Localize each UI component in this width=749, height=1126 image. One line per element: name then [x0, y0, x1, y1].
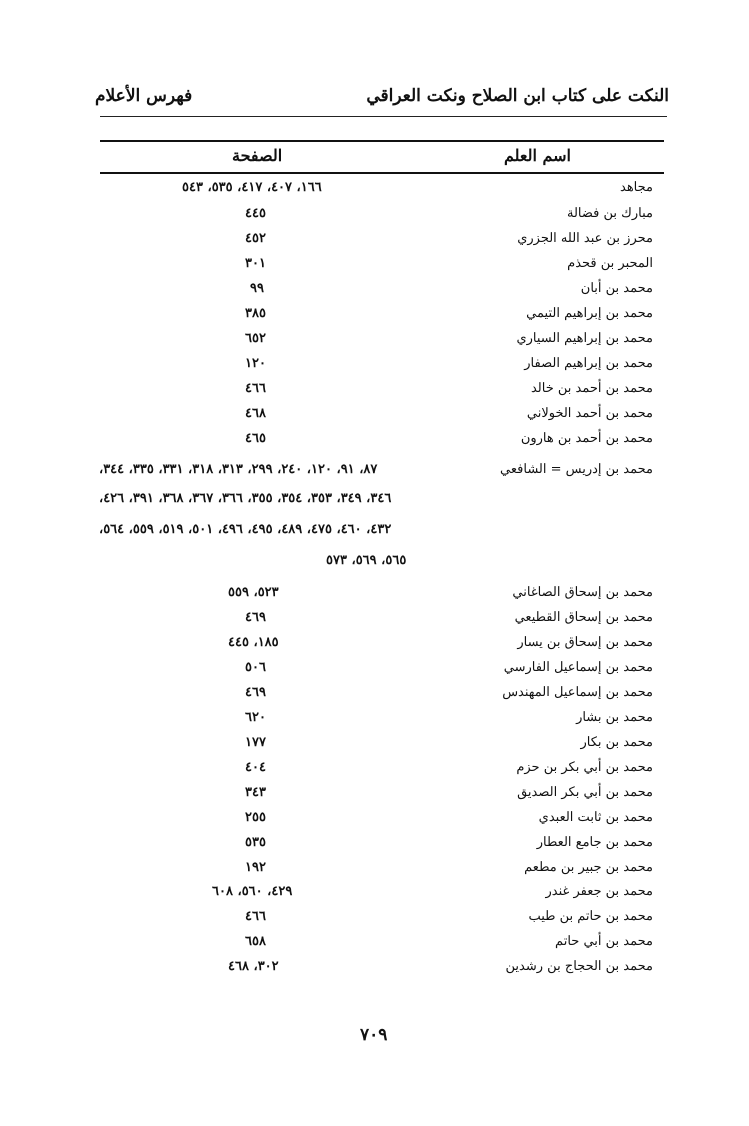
row-name: مبارك بن فضالة: [567, 206, 653, 221]
row-name: محمد بن إدريس = الشافعي: [500, 462, 653, 477]
row-pages: ٣٠١: [245, 256, 266, 271]
row-pages: ٩٩: [250, 281, 264, 296]
row-pages: ١٦٦، ٤٠٧، ٤١٧، ٥٣٥، ٥٤٣: [182, 180, 322, 195]
page-number: ٧٠٩: [360, 1025, 388, 1045]
row-pages: ٥٠٦: [245, 660, 266, 675]
row-name: محمد بن ثابت العبدي: [538, 810, 653, 825]
row-name: محمد بن جبير بن مطعم: [524, 860, 653, 875]
row-name: محمد بن أحمد بن هارون: [520, 431, 653, 446]
section-title: فهرس الأعلام: [95, 86, 193, 106]
column-header-name: اسم العلم: [503, 146, 571, 165]
row-name: محمد بن إبراهيم التيمي: [526, 306, 653, 321]
row-pages: ٦٢٠: [245, 710, 266, 725]
row-pages: ١٩٢: [245, 860, 266, 875]
row-name: مجاهد: [620, 180, 653, 195]
row-name: محمد بن إبراهيم السياري: [516, 331, 653, 346]
row-pages: ٦٥٢: [245, 331, 266, 346]
row-pages-line: ٣٤٦، ٣٤٩، ٣٥٣، ٣٥٤، ٣٥٥، ٣٦٦، ٣٦٧، ٣٦٨، ٣٩١، ٤٢٦،: [99, 491, 392, 506]
row-name: محمد بن جامع العطار: [536, 835, 653, 850]
row-pages: ٢٥٥: [245, 810, 266, 825]
row-pages: ٤٦٩: [245, 685, 266, 700]
row-pages-line: ٨٧، ٩١، ١٢٠، ٢٤٠، ٢٩٩، ٣١٣، ٣١٨، ٣٣١، ٣٣٥، ٣٤٤،: [99, 462, 378, 477]
row-pages-line: ٤٣٢، ٤٦٠، ٤٧٥، ٤٨٩، ٤٩٥، ٤٩٦، ٥٠١، ٥١٩، ٥٥٩، ٥٦٤،: [99, 522, 392, 537]
row-name: محمد بن إبراهيم الصفار: [524, 356, 653, 371]
row-name: محرز بن عبد الله الجزري: [517, 231, 653, 246]
row-name: محمد بن إسحاق القطيعي: [514, 610, 653, 625]
row-pages: ٤٤٥: [245, 206, 266, 221]
row-name: محمد بن الحجاج بن رشدين: [505, 959, 653, 974]
row-pages: ١٨٥، ٤٤٥: [228, 635, 279, 650]
row-name: محمد بن إسحاق بن يسار: [517, 635, 653, 650]
row-name: محمد بن جعفر غندر: [545, 884, 653, 899]
row-pages: ٤٥٢: [245, 231, 266, 246]
row-name: محمد بن أبان: [580, 281, 653, 296]
column-header-page: الصفحة: [232, 146, 283, 165]
row-name: محمد بن إسماعيل الفارسي: [503, 660, 653, 675]
row-name: محمد بن أبي حاتم: [555, 934, 653, 949]
row-name: محمد بن أحمد الخولاني: [526, 406, 653, 421]
row-pages: ١٢٠: [245, 356, 266, 371]
row-name: محمد بن بكار: [580, 735, 653, 750]
row-pages: ٥٣٥: [245, 835, 266, 850]
row-name: محمد بن أبي بكر الصديق: [517, 785, 653, 800]
row-pages: ٤٦٩: [245, 610, 266, 625]
row-name: المحبر بن قحذم: [567, 256, 653, 271]
table-top-rule: [100, 140, 664, 142]
row-pages: ١٧٧: [245, 735, 266, 750]
row-pages: ٦٥٨: [245, 934, 266, 949]
book-title: النكت على كتاب ابن الصلاح ونكت العراقي: [366, 86, 669, 106]
row-name: محمد بن حاتم بن طيب: [528, 909, 653, 924]
row-pages: ٤٦٨: [245, 406, 266, 421]
row-pages: ٤٦٦: [245, 381, 266, 396]
row-name: محمد بن بشار: [576, 710, 653, 725]
row-name: محمد بن إسحاق الصاغاني: [512, 585, 653, 600]
row-name: محمد بن أحمد بن خالد: [530, 381, 653, 396]
row-name: محمد بن أبي بكر بن حزم: [516, 760, 653, 775]
row-name: محمد بن إسماعيل المهندس: [502, 685, 653, 700]
row-pages: ٥٢٣، ٥٥٩: [228, 585, 279, 600]
row-pages: ٤٠٤: [245, 760, 266, 775]
header-divider: [100, 116, 667, 117]
row-pages: ٣٨٥: [245, 306, 266, 321]
row-pages: ٤٢٩، ٥٦٠، ٦٠٨: [212, 884, 293, 899]
table-header-rule: [100, 172, 664, 174]
row-pages: ٣٤٣: [245, 785, 266, 800]
row-pages: ٣٠٢، ٤٦٨: [228, 959, 279, 974]
row-pages: ٤٦٥: [245, 431, 266, 446]
row-pages: ٤٦٦: [245, 909, 266, 924]
row-pages-line: ٥٦٥، ٥٦٩، ٥٧٣: [326, 553, 407, 568]
